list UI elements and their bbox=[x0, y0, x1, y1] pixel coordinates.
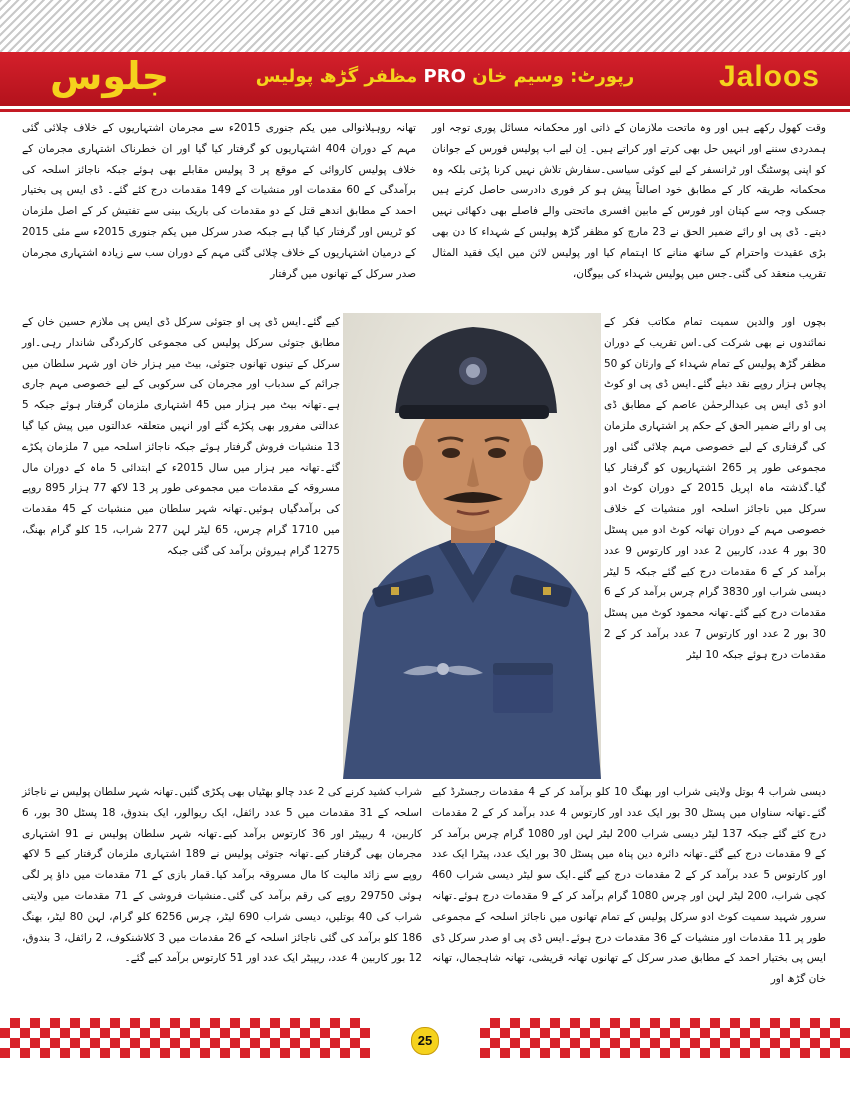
article-column-bottom-left: شراب کشید کرنے کی 2 عدد چالو بھٹیاں بھی پکڑی گئیں۔تھانہ شہر سلطان پولیس نے ناجائز اسلحہ کے 31 مقدمات میں 5 عدد رائفل، ایک ریوالور، ایک بندوق، 18 پسٹل 30 بور، 6 کاربین، 4 ریپیٹر اور 36 کارتوس برآمد کیے۔تھانہ شہر سلطان پولیس نے 91 اشتہاری مجرمان بھی گرفتار کیے۔تھانہ جتوئی پولیس نے 189 اشتہاری ملزمان گرفتار کیے 5 لاکھ روپے سے زائد مالیت کا مال مسروقہ برآمد کیا۔قمار بازی کے 71 مقدمات میں داؤ پر لگی ہوئی 29750 روپے کی رقم برآمد کی گئی۔منشیات فروشی کے 71 مقدمات میں ولایتی شراب کی 40 بوتلیں، دیسی شراب 690 لیٹر، چرس 6256 کلو گرام، لہن 80 لیٹر، بھنگ 186 کلو برآمد کی گئی ناجائز اسلحہ کے 26 مقدمات میں 3 کلاشنکوف، 2 رائفل، 3 بندوق، 12 بور کاربین 4 عدد، ریپیٹر ایک عدد اور 51 کارتوس برآمد کیے گئے۔ bbox=[22, 786, 423, 965]
brand-title: Jaloos bbox=[718, 60, 820, 93]
officer-portrait-illustration bbox=[343, 313, 601, 779]
footer-checker-pattern-right bbox=[480, 1018, 850, 1058]
article-column-bottom-right: دیسی شراب 4 بوتل ولایتی شراب اور بھنگ 10 کلو برآمد کر کے 4 مقدمات رجسٹرڈ کیے گئے۔تھانہ سناواں میں پسٹل 30 بور ایک عدد اور کارتوس 4 عدد برآمد کر کے 2 مقدمات درج کئے گئے جبکہ 137 لیٹر دیسی شراب 200 لیٹر لہن اور 1080 گرام چرس برآمد کر کے 9 مقدمات درج کیے گئے۔تھانہ دائرہ دین پناہ میں پسٹل 30 بور ایک عدد، پیٹرا ایک عدد اور کارتوس 5 عدد برآمد کر کے 2 مقدمات درج کیے گئے۔ایک سو لیٹر دیسی شراب 460 کچی شراب، 200 لیٹر لہن اور چرس 1080 گرام برآمد کر کے 9 مقدمات درج ہوئے۔تھانہ سرور شہید سمیت کوٹ ادو سرکل پولیس کے تمام تھانوں میں ناجائز اسلحہ کے مجموعی طور پر 11 مقدمات اور منشیات کے 36 مقدمات درج ہوئے۔ایس ڈی پی او صدر سرکل ڈی ایس پی بختیار احمد کے مطابق صدر سرکل کے تھانوں تھانہ قریشی، تھانہ شاہجمال، تھانہ خان گڑھ اور bbox=[432, 786, 827, 986]
footer-checker-pattern-left bbox=[0, 1018, 370, 1058]
byline-pro: PRO bbox=[423, 66, 466, 87]
header-rule bbox=[0, 109, 850, 112]
article-column-left-narrow: کیے گئے۔ایس ڈی پی او جتوئی سرکل ڈی ایس پی ملازم حسین خان کے مطابق جتوئی سرکل پولیس کی مجموعی کارکردگی شاندار رہی۔اور سرکل کے تینوں تھانوں جتوئی، بیٹ میر ہزار خان اور شہر سلطان میں جرائم کے سدباب اور مجرمان کی سرکوبی کے لیے خصوصی مہم جاری ہے۔تھانہ بیٹ میر ہزار میں 45 اشتہاری ملزمان گرفتار ہوئے جبکہ 5 عدالتی مفرور بھی پکڑے گئے اور انہیں متعلقہ عدالتوں میں پیش کیا گیا 13 منشیات فروش گرفتار ہوئے جبکہ ناجائز اسلحہ میں 7 ملزمان پکڑے گئے۔تھانہ میر ہزار میں سال 2015ء کے ابتدائی 5 ماہ کے دوران مال مسروقہ کے مقدمات میں مجموعی طور پر 13 لاکھ 77 ہزار 895 روپے کی برآمدگیاں ہوئیں۔تھانہ شہر سلطان میں منشیات کے 45 مقدمات میں 1710 گرام چرس، 65 لیٹر لہن 277 شراب، 15 کلو گرام بھنگ، 1275 گرام ہیروئن برآمد کی گئی جبکہ bbox=[22, 316, 341, 557]
byline-prefix: رپورٹ: وسیم خان bbox=[472, 66, 635, 87]
report-byline bbox=[230, 66, 660, 87]
article-column-right-narrow: بچوں اور والدین سمیت تمام مکاتب فکر کے نمائندوں نے بھی شرکت کی۔اس تقریب کے دوران مظفر گڑھ پولیس کے تمام شہداء کے وارثان کو 50 پچاس ہزار روپے نقد دیئے گئے۔ایس ڈی پی او کوٹ ادو ڈی ایس پی عبدالرحمٰن عاصم کے مطابق ڈی پی او رائے ضمیر الحق کے حکم پر اشتہاری ملزمان کی گرفتاری کے لیے خصوصی مہم چلائی گئی اور مجموعی طور پر 265 اشتہاریوں کو گرفتار کیا گیا۔گذشتہ ماہ اپریل 2015 کے دوران کوٹ ادو سرکل میں ناجائز اسلحہ اور منشیات کے خلاف خصوصی مہم کے دوران تھانہ کوٹ ادو میں پسٹل 30 بور 4 عدد، کاربین 2 عدد اور کارتوس 9 عدد برآمد کر کے 6 مقدمات درج کیے گئے جبکہ 5 لیٹر دیسی شراب اور 3830 گرام چرس برآمد کر کے 6 مقدمات درج کیے گئے۔تھانہ محمود کوٹ میں پسٹل 30 بور 2 عدد اور کارتوس 7 عدد برآمد کر کے 2 مقدمات درج ہوئے جبکہ 10 لیٹر bbox=[604, 316, 827, 661]
article-column-left-top: تھانہ روہیلانوالی میں یکم جنوری 2015ء سے مجرمان اشتہاریوں کے خلاف چلائی گئی مہم کے دوران 404 اشتہاریوں کو گرفتار کیا گیا اور ان خطرناک اشتہاری مجرمان کے خلاف پولیس کاروائی کے موقع پر 3 پولیس مقابلے بھی ہوئے جبکہ ناجائز اسلحہ کی برآمدگی کے 60 مقدمات اور منشیات کے 149 مقدمات درج کئے گئے۔ ڈی ایس پی بختیار احمد کے مطابق اندھے قتل کے دو مقدمات کی باریک بینی سے تفتیش کر کے اصل ملزمان کو ٹریس اور گرفتار کیا گیا ہے جبکہ صدر سرکل میں یکم جنوری 2015ء سے مئی 2015 کے درمیان اشتہاریوں کے خلاف چلائی گئی مہم کے دوران سب سے زیادہ اشتہاری مجرمان صدر سرکل کے تھانوں میں گرفتار bbox=[22, 122, 416, 280]
byline-suffix: مظفر گڑھ پولیس bbox=[255, 66, 418, 87]
header-hatch-band bbox=[0, 0, 850, 52]
brand-logo-urdu: جلوس bbox=[50, 54, 170, 98]
officer-portrait-photo bbox=[343, 313, 601, 779]
article-column-right-top: وقت کھول رکھے ہیں اور وہ ماتحت ملازمان کے ذاتی اور محکمانہ مسائل پوری توجہ اور ہمدردی سننے اور انہیں حل بھی کرتے اور کراتے ہیں۔ اِن لیے اب پولیس فورس کے جوانان کو اپنی پوسٹنگ اور ٹرانسفر کے لیے کوئی سیاسی۔سفارش تلاش نہیں کرنا پڑتی بلکہ وہ محکمانہ طریقہ کار کے مطابق خود اصالتاً پیش ہو کر فوری دادرسی حاصل کرتے ہیں جسکی وجہ سے کپتان اور فورس کے مابین افسری ماتحتی والے فاصلے بھی دکھائی نہیں دیتے۔ ڈی پی او رائے ضمیر الحق نے 23 مارچ کو مظفر گڑھ پولیس کے شہداء کا دن بھی بڑی عقیدت واحترام کے ساتھ منانے کا اہتمام کیا اور پولیس لائن میں ایک فقید المثال تقریب منعقد کی گئی۔جس میں پولیس شہداء کی بیوگان، bbox=[432, 122, 826, 280]
page-number-badge: 25 bbox=[411, 1027, 439, 1055]
